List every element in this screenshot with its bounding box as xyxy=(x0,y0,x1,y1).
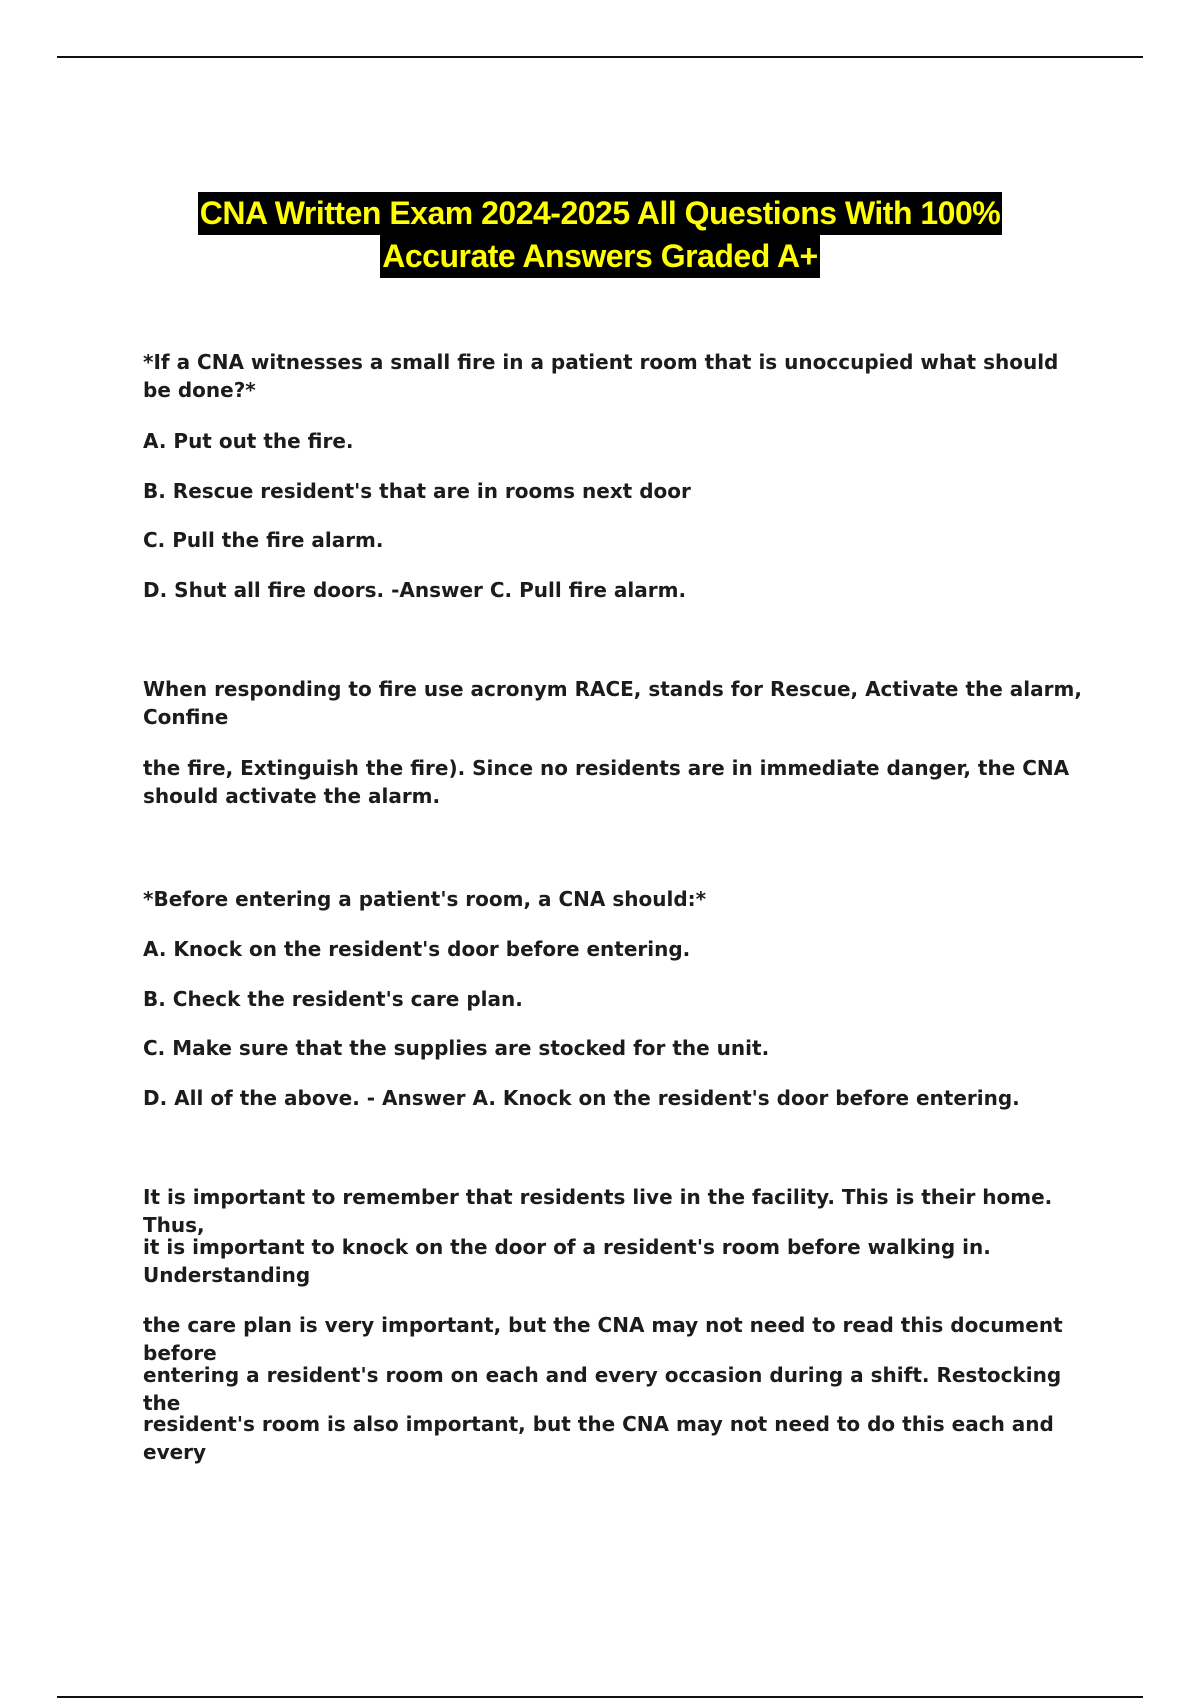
question-2-option-c: C. Make sure that the supplies are stocked for the unit. xyxy=(143,1036,770,1060)
footer-rule xyxy=(57,1696,1143,1698)
explanation-2-line-3: the care plan is very important, but the CNA may not need to read this document before xyxy=(143,1313,1063,1365)
explanation-2-line-2: it is important to knock on the door of a resident's room before walking in. Understanding xyxy=(143,1235,991,1287)
explanation-2-line-4: entering a resident's room on each and every occasion during a shift. Restocking the xyxy=(143,1363,1062,1415)
explanation-2-line-5: resident's room is also important, but the CNA may not need to do this each and every xyxy=(143,1412,1054,1464)
question-2-text: *Before entering a patient's room, a CNA should:* xyxy=(143,887,707,911)
question-2-option-a: A. Knock on the resident's door before entering. xyxy=(143,937,691,961)
explanation-2-line-1: It is important to remember that residents live in the facility. This is their home. Thus, xyxy=(143,1185,1053,1237)
explanation-1-line-2: the fire, Extinguish the fire). Since no residents are in immediate danger, the CNA should activate the alarm. xyxy=(143,756,1070,808)
question-1-option-c: C. Pull the fire alarm. xyxy=(143,528,384,552)
explanation-1-line-1: When responding to fire use acronym RACE, stands for Rescue, Activate the alarm, Confine xyxy=(143,677,1082,729)
header-rule xyxy=(57,56,1143,58)
question-2-option-d: D. All of the above. - Answer A. Knock on the resident's door before entering. xyxy=(143,1086,1020,1110)
question-1-option-d: D. Shut all fire doors. -Answer C. Pull fire alarm. xyxy=(143,578,687,602)
document-title xyxy=(0,192,1200,278)
title-line-1: CNA Written Exam 2024-2025 All Questions With 100% xyxy=(198,192,1002,235)
title-line-2: Accurate Answers Graded A+ xyxy=(380,235,819,278)
question-2-option-b: B. Check the resident's care plan. xyxy=(143,987,523,1011)
question-1-text: *If a CNA witnesses a small fire in a patient room that is unoccupied what should be done?* xyxy=(143,350,1059,402)
question-1-option-a: A. Put out the fire. xyxy=(143,429,354,453)
question-1-option-b: B. Rescue resident's that are in rooms next door xyxy=(143,479,691,503)
